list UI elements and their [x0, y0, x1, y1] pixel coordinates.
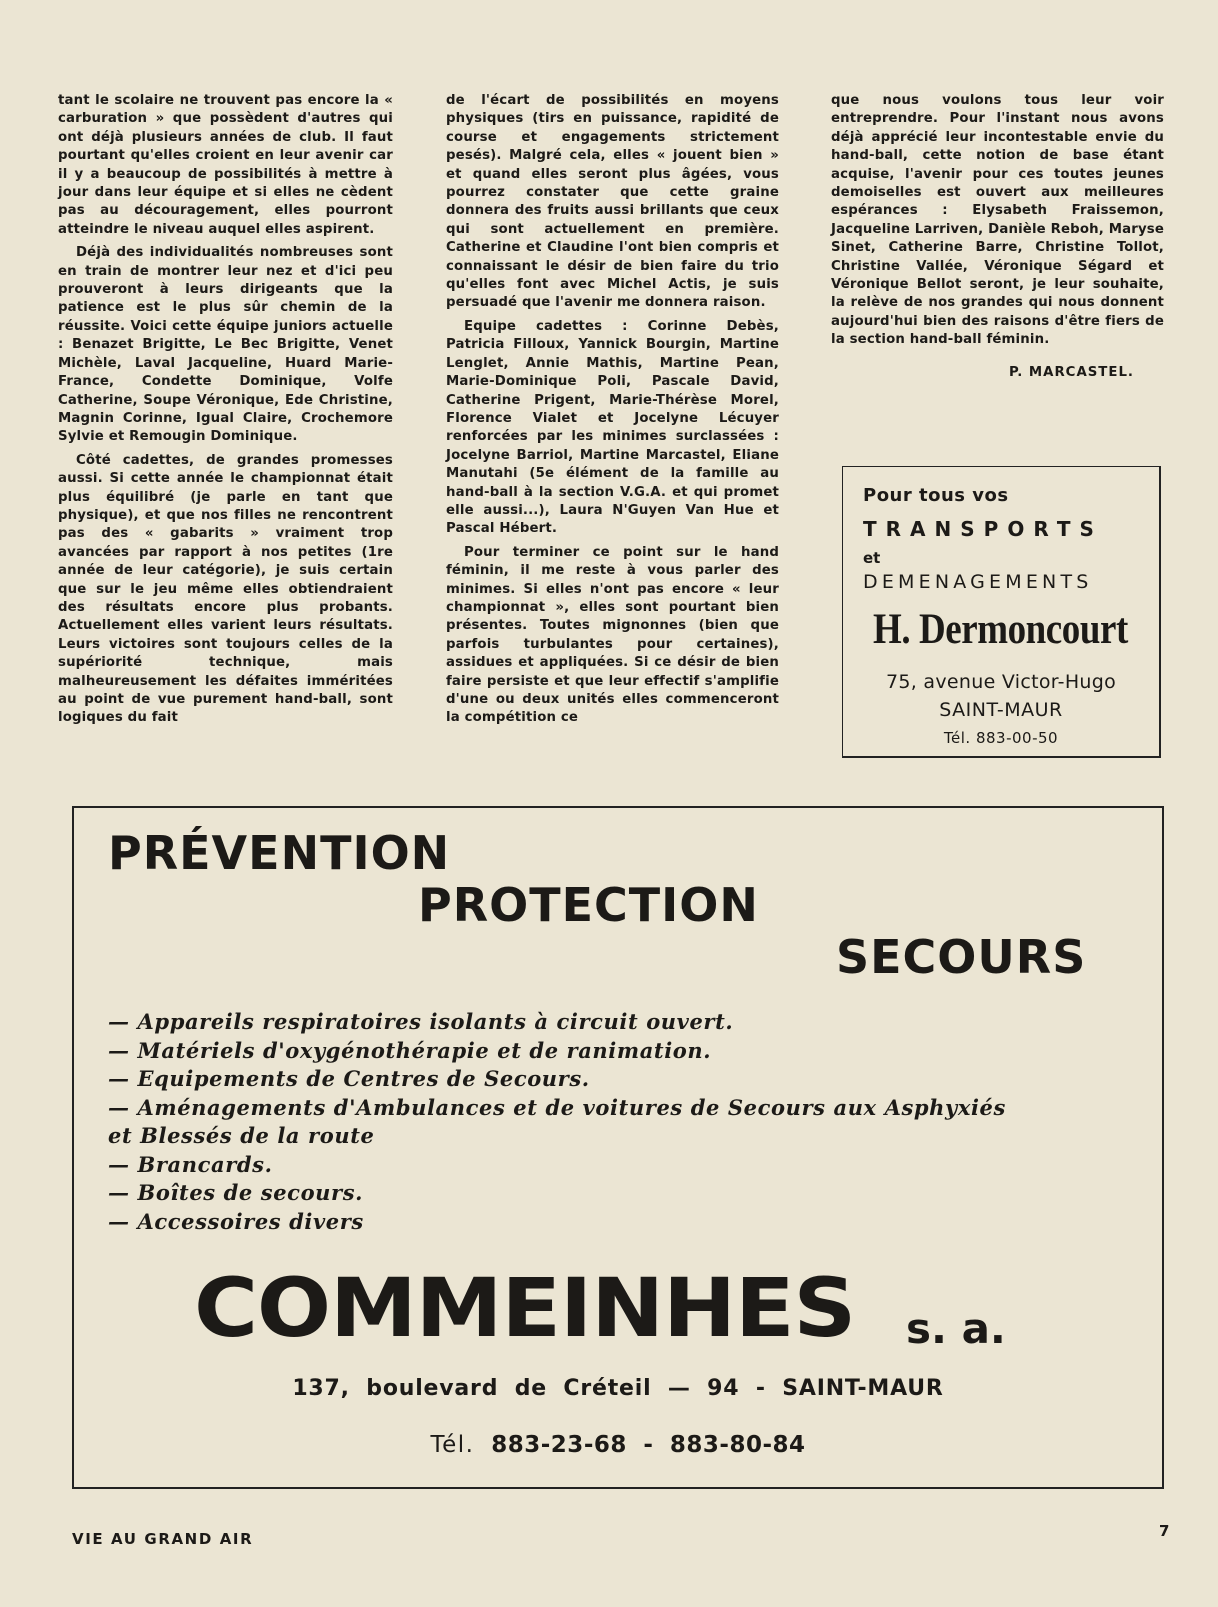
commeinhes-advertisement [72, 806, 1164, 1489]
page-number: 7 [1159, 1522, 1170, 1540]
ad-service-transports: TRANSPORTS [863, 517, 1103, 541]
paragraph: Equipe cadettes : Corinne Debès, Patricia Filloux, Yannick Bourgin, Martine Lenglet, Annie Mathis, Martine Pean, Marie-Dominique Poli, Pascale David, Catherine Prigent, Marie-Thérèse Morel, Florence Vialet et Jocelyne Lécuyer renforcées par les minimes surclassées : Jocelyne Barriol, Martine Marcastel, Eliane Manutahi (5e élément de la famille au hand-ball à la section V.G.A. et qui promet elle aussi...), Laura N'Guyen Van Hue et Pascal Hébert. [446, 318, 779, 537]
article-column-3 [831, 92, 1164, 382]
ad-heading-prevention: PRÉVENTION [108, 826, 451, 880]
article-column-2 [446, 92, 779, 728]
ad-address: 75, avenue Victor-Hugo [885, 671, 1117, 693]
list-item: — Aménagements d'Ambulances et de voitures de Secours aux Asphyxiés [108, 1094, 1006, 1120]
list-item: — Brancards. [108, 1151, 273, 1177]
ad-phone: Tél. 883-00-50 [943, 729, 1059, 747]
ad-service-demenagements: DEMENAGEMENTS [863, 571, 1093, 593]
list-item: — Accessoires divers [108, 1208, 364, 1234]
ad-heading-secours: SECOURS [836, 930, 1087, 984]
phone-numbers: 883-23-68 - 883-80-84 [491, 1432, 806, 1458]
paragraph: que nous voulons tous leur voir entreprendre. Pour l'instant nous avons déjà apprécié leur incontestable envie du hand-ball, cette notion de base étant acquise, l'avenir pour ces toutes jeunes demoiselles est ouvert aux meilleures espérances : Elysabeth Fraissemon, Jacqueline Larriven, Danièle Reboh, Maryse Sinet, Catherine Barre, Christine Tollot, Christine Vallée, Véronique Ségard et Véronique Bellot seront, je leur souhaite, la relève de nos grandes qui nous donnent aujourd'hui bien des raisons d'être fiers de la section hand-ball féminin. [831, 93, 1164, 348]
author-signature: P. MARCASTEL. [1008, 364, 1134, 380]
phone-label: Tél. [430, 1432, 475, 1458]
list-item: — Matériels d'oxygénothérapie et de ranimation. [108, 1037, 712, 1063]
ad-tagline: Pour tous vos [863, 485, 1009, 506]
company-phone [74, 1432, 1162, 1458]
brand-name: COMMEINHES [194, 1261, 856, 1356]
paragraph: tant le scolaire ne trouvent pas encore la « carburation » que possèdent d'autres qui ont déjà plusieurs années de club. Il faut pourtant qu'elles croient en leur avenir car il y a beaucoup de possibilités à mettre à jour dans leur équipe et si elles ne cèdent pas au découragement, elles pourront atteindre le niveau auquel elles aspirent. [58, 93, 393, 237]
transport-advertisement [842, 466, 1161, 758]
list-item: — Equipements de Centres de Secours. [108, 1066, 590, 1091]
ad-company-name: H. Dermoncourt [873, 606, 1128, 653]
product-list [108, 1008, 1130, 1236]
article-column-1 [58, 92, 393, 728]
brand-logo [194, 1261, 1006, 1356]
list-item: — Appareils respiratoires isolants à circuit ouvert. [108, 1009, 734, 1034]
paragraph: de l'écart de possibilités en moyens physiques (tirs en puissance, rapidité de course et engagements strictement pesés). Malgré cela, elles « jouent bien » et quand elles seront plus âgées, vous pourrez constater que cette graine donnera des fruits aussi brillants que ceux qui sont actuellement en première. Catherine et Claudine l'ont bien compris et connaissant le désir de bien faire du trio qu'elles font avec Michel Actis, je suis persuadé que l'avenir me donnera raison. [446, 93, 779, 311]
list-item: — Boîtes de secours. [108, 1180, 364, 1205]
ad-heading-protection: PROTECTION [418, 878, 759, 932]
magazine-title: VIE AU GRAND AIR [72, 1530, 254, 1548]
paragraph: Côté cadettes, de grandes promesses aussi. Si cette année le championnat était plus équilibré (je parle en tant que physique), et que nos filles ne rencontrent pas des « gabarits » vraiment trop avancées par rapport à nos petites (1re année de leur catégorie), je suis certain que sur le jeu même elles obtiendraient des résultats encore plus probants. Actuellement elles varient leurs résultats. Leurs victoires sont toujours celles de la supériorité technique, mais malheureusement les défaites imméritées au point de vue purement hand-ball, sont logiques du fait [58, 452, 393, 726]
ad-city: SAINT-MAUR [939, 699, 1063, 721]
paragraph: Pour terminer ce point sur le hand féminin, il me reste à vous parler des minimes. Si elles n'ont pas encore « leur championnat », elles sont pourtant bien présentes. Toutes mignonnes (bien que parfois turbulantes pour certaines), assidues et appliquées. Si ce désir de bien faire persiste et que leur effectif s'amplifie d'une ou deux unités elles commenceront la compétition ce [446, 544, 779, 726]
ad-conjunction: et [863, 549, 881, 567]
brand-suffix: s. a. [906, 1304, 1006, 1353]
list-item-continuation: et Blessés de la route [108, 1123, 375, 1148]
paragraph: Déjà des individualités nombreuses sont en train de montrer leur nez et d'ici peu prouveront à leurs dirigeants que la patience est le plus sûr chemin de la réussite. Voici cette équipe juniors actuelle : Benazet Brigitte, Le Bec Brigitte, Venet Michèle, Laval Jacqueline, Huard Marie-France, Condette Dominique, Volfe Catherine, Soupe Véronique, Ede Christine, Magnin Corinne, Igual Claire, Crochemore Sylvie et Remougin Dominique. [58, 245, 393, 445]
company-address: 137, boulevard de Créteil — 94 - SAINT-MAUR [292, 1376, 944, 1401]
